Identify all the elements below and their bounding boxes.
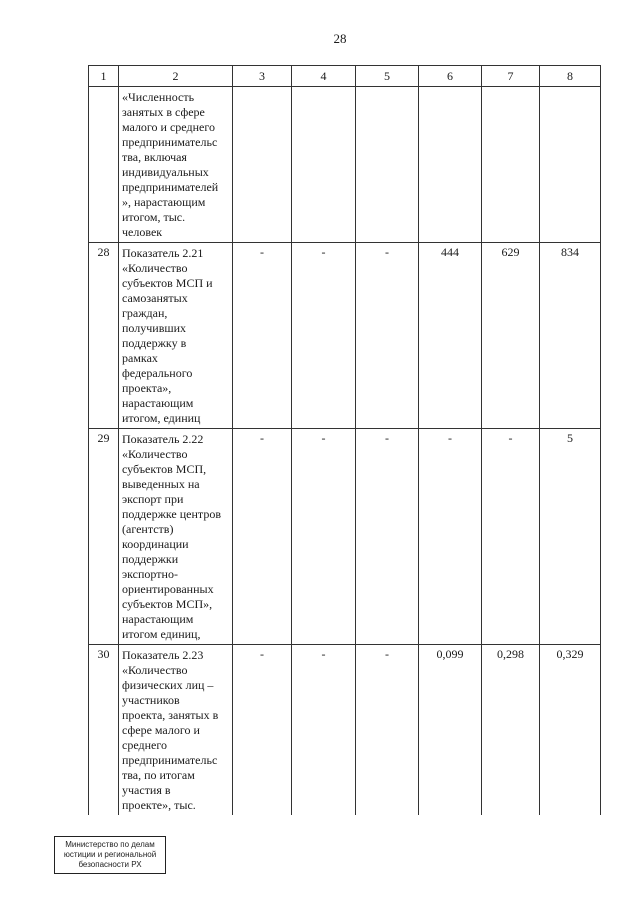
indicator-description-text: «Численность занятых в сфере малого и среднего предпринимательс тва, включая индивидуальных предпринимателей », нарастающим итогом, тыс. человек <box>122 90 219 239</box>
indicator-description-text: Показатель 2.23 «Количество физических лиц – участников проекта, занятых в сфере малого и среднего предпринимательс тва, по итогам участия в проекте», тыс. <box>122 648 219 812</box>
stamp-line: юстиции и региональной <box>63 850 157 859</box>
value-cell-col4 <box>292 87 356 243</box>
ministry-stamp <box>54 836 166 874</box>
value-cell-col4: - <box>292 429 356 645</box>
table-row <box>89 87 601 243</box>
value-cell-col4: - <box>292 243 356 429</box>
value-cell-col7: 629 <box>482 243 540 429</box>
value-cell-col6: - <box>419 429 482 645</box>
value-cell-col7 <box>482 87 540 243</box>
value-cell-col3: - <box>233 243 292 429</box>
value-cell-col5: - <box>356 645 419 816</box>
header-cell: 8 <box>540 66 601 87</box>
table-row <box>89 429 601 645</box>
row-number: 30 <box>89 645 119 816</box>
indicator-description <box>119 87 233 243</box>
value-cell-col8: 0,329 <box>540 645 601 816</box>
header-cell: 7 <box>482 66 540 87</box>
indicator-description-text: Показатель 2.22 «Количество субъектов МСП, выведенных на экспорт при поддержке центров (агентств) координации поддержки экспортно- ориентированных субъектов МСП», нарастающим итогом единиц, <box>122 432 221 641</box>
value-cell-col6: 0,099 <box>419 645 482 816</box>
value-cell-col5: - <box>356 243 419 429</box>
header-cell: 1 <box>89 66 119 87</box>
header-cell: 2 <box>119 66 233 87</box>
value-cell-col5: - <box>356 429 419 645</box>
header-cell: 4 <box>292 66 356 87</box>
value-cell-col3: - <box>233 429 292 645</box>
page-number: 28 <box>333 31 347 46</box>
row-number: 29 <box>89 429 119 645</box>
value-cell-col3: - <box>233 645 292 816</box>
value-cell-col8 <box>540 87 601 243</box>
table-row <box>89 645 601 816</box>
value-cell-col6 <box>419 87 482 243</box>
header-row <box>89 66 601 87</box>
value-cell-col8: 834 <box>540 243 601 429</box>
header-cell: 3 <box>233 66 292 87</box>
indicator-description <box>119 243 233 429</box>
table-row <box>89 243 601 429</box>
stamp-line: Министерство по делам <box>65 840 155 849</box>
indicator-description-text: Показатель 2.21 «Количество субъектов МСП и самозанятых граждан, получивших поддержку в рамках федерального проекта», нарастающим итогом, единиц <box>122 246 213 425</box>
value-cell-col6: 444 <box>419 243 482 429</box>
indicator-description <box>119 429 233 645</box>
row-number: 28 <box>89 243 119 429</box>
value-cell-col4: - <box>292 645 356 816</box>
value-cell-col8: 5 <box>540 429 601 645</box>
indicator-table <box>88 65 601 815</box>
header-cell: 6 <box>419 66 482 87</box>
value-cell-col3 <box>233 87 292 243</box>
value-cell-col7: - <box>482 429 540 645</box>
row-number <box>89 87 119 243</box>
value-cell-col5 <box>356 87 419 243</box>
value-cell-col7: 0,298 <box>482 645 540 816</box>
header-cell: 5 <box>356 66 419 87</box>
indicator-description <box>119 645 233 816</box>
stamp-line: безопасности РХ <box>78 860 142 869</box>
